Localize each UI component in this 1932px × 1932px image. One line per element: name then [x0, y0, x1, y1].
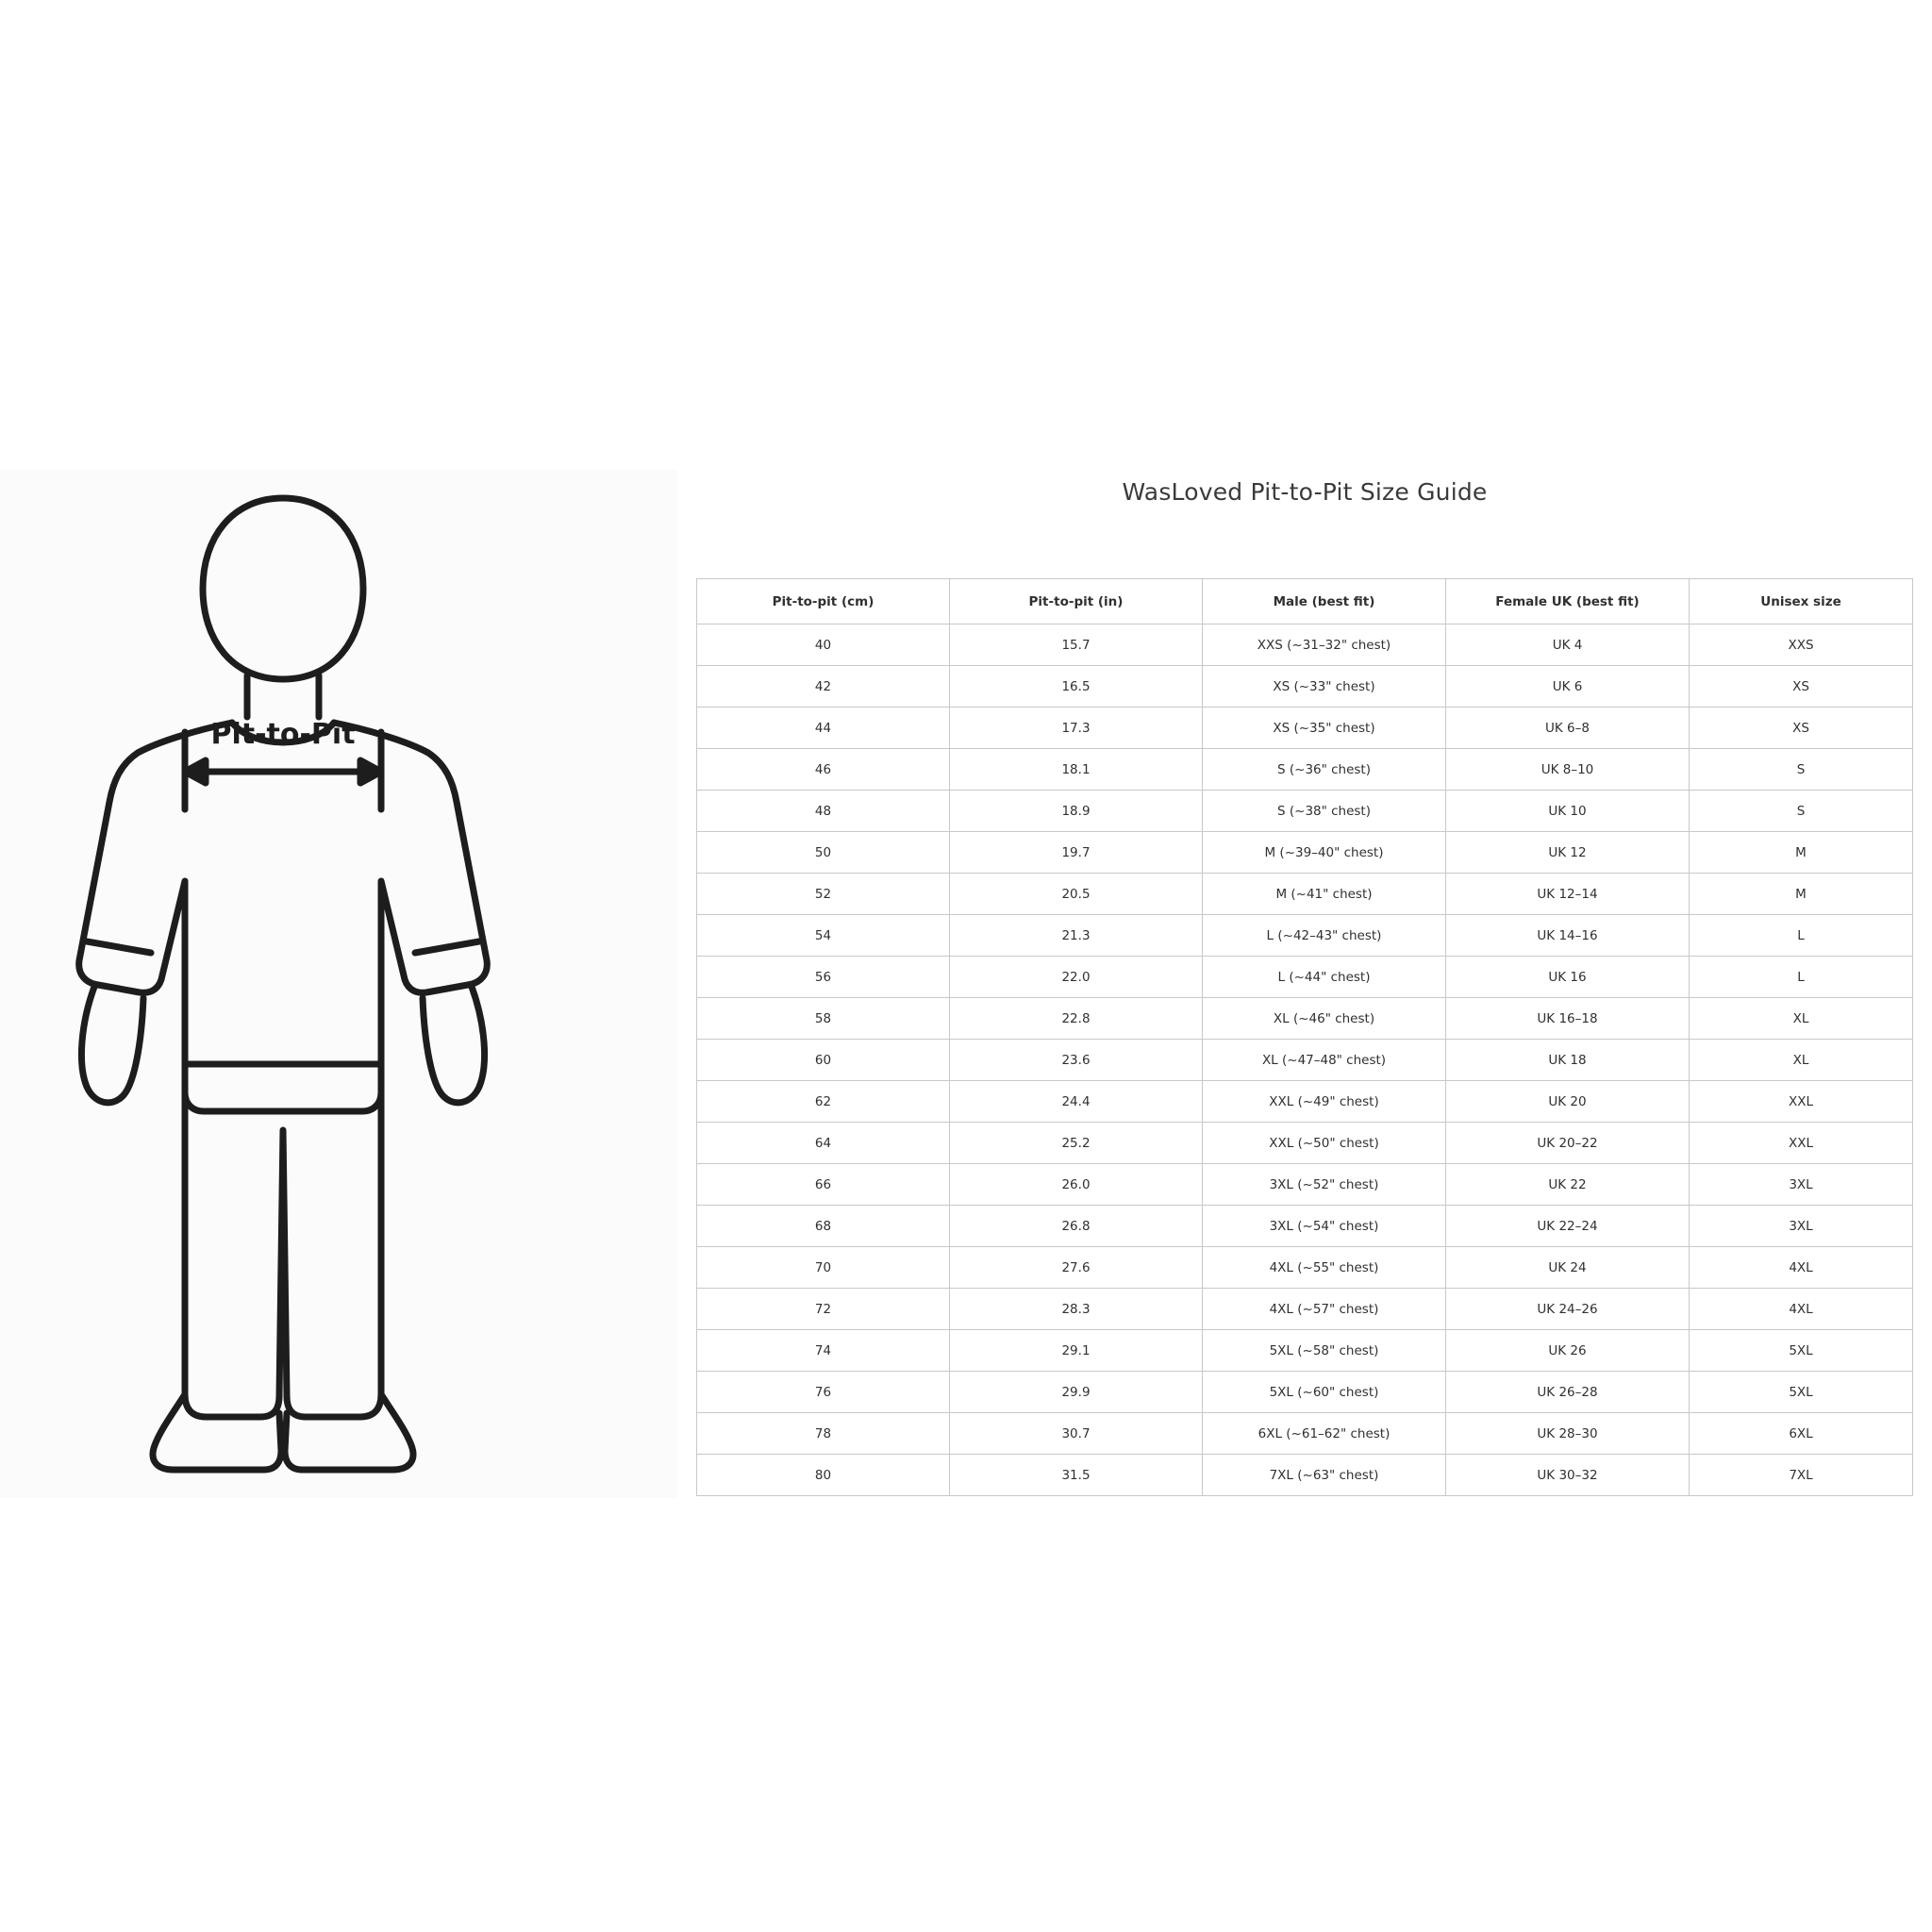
- table-cell-2: 19.7: [950, 832, 1203, 874]
- table-cell-2: 27.6: [950, 1247, 1203, 1289]
- table-row: [697, 708, 1913, 749]
- left-hand: [81, 987, 143, 1103]
- table-cell-2: 15.7: [950, 625, 1203, 666]
- table-cell-4: UK 16: [1446, 957, 1690, 998]
- table-cell-1: 68: [697, 1206, 950, 1247]
- table-cell-3: 4XL (~55" chest): [1203, 1247, 1446, 1289]
- table-cell-4: UK 30–32: [1446, 1455, 1690, 1496]
- table-cell-3: XL (~47–48" chest): [1203, 1040, 1446, 1081]
- size-table-container: [696, 578, 1912, 1496]
- table-cell-5: S: [1690, 791, 1913, 832]
- table-cell-2: 26.0: [950, 1164, 1203, 1206]
- table-cell-4: UK 6–8: [1446, 708, 1690, 749]
- table-cell-4: UK 18: [1446, 1040, 1690, 1081]
- size-guide-panel: [677, 443, 1932, 1500]
- table-cell-2: 30.7: [950, 1413, 1203, 1455]
- table-cell-1: 52: [697, 874, 950, 915]
- table-cell-4: UK 26: [1446, 1330, 1690, 1372]
- left-cuff: [87, 941, 151, 953]
- col-header-female-uk: Female UK (best fit): [1446, 579, 1690, 625]
- table-cell-1: 74: [697, 1330, 950, 1372]
- table-cell-5: M: [1690, 874, 1913, 915]
- table-cell-5: 4XL: [1690, 1247, 1913, 1289]
- table-row: [697, 1247, 1913, 1289]
- table-cell-1: 62: [697, 1081, 950, 1123]
- table-cell-5: XXL: [1690, 1081, 1913, 1123]
- table-body: [697, 625, 1913, 1496]
- table-cell-3: 6XL (~61–62" chest): [1203, 1413, 1446, 1455]
- table-cell-5: L: [1690, 957, 1913, 998]
- table-cell-3: S (~36" chest): [1203, 749, 1446, 791]
- table-cell-2: 28.3: [950, 1289, 1203, 1330]
- pit-to-pit-label: Pit-to-Pit: [210, 718, 356, 751]
- left-shoe: [153, 1394, 281, 1470]
- table-row: [697, 832, 1913, 874]
- table-cell-1: 48: [697, 791, 950, 832]
- table-cell-3: M (~41" chest): [1203, 874, 1446, 915]
- trousers-shape: [185, 1092, 381, 1417]
- table-cell-1: 78: [697, 1413, 950, 1455]
- table-cell-3: XL (~46" chest): [1203, 998, 1446, 1040]
- table-cell-2: 22.8: [950, 998, 1203, 1040]
- table-cell-5: 5XL: [1690, 1372, 1913, 1413]
- table-cell-3: 3XL (~52" chest): [1203, 1164, 1446, 1206]
- table-cell-2: 29.1: [950, 1330, 1203, 1372]
- col-header-in: Pit-to-pit (in): [950, 579, 1203, 625]
- right-cuff: [415, 941, 479, 953]
- table-cell-5: 3XL: [1690, 1206, 1913, 1247]
- table-cell-5: XXL: [1690, 1123, 1913, 1164]
- table-cell-3: 5XL (~60" chest): [1203, 1372, 1446, 1413]
- table-cell-5: M: [1690, 832, 1913, 874]
- table-cell-2: 29.9: [950, 1372, 1203, 1413]
- table-cell-1: 50: [697, 832, 950, 874]
- table-cell-4: UK 6: [1446, 666, 1690, 708]
- size-table: [696, 578, 1913, 1496]
- table-cell-5: 6XL: [1690, 1413, 1913, 1455]
- table-row: [697, 1040, 1913, 1081]
- table-cell-5: XS: [1690, 708, 1913, 749]
- table-cell-3: 5XL (~58" chest): [1203, 1330, 1446, 1372]
- table-row: [697, 625, 1913, 666]
- table-cell-3: 7XL (~63" chest): [1203, 1455, 1446, 1496]
- head-shape: [203, 498, 363, 679]
- table-cell-3: XXL (~50" chest): [1203, 1123, 1446, 1164]
- figure-panel: [0, 470, 677, 1498]
- table-cell-3: XS (~33" chest): [1203, 666, 1446, 708]
- table-header: [697, 579, 1913, 625]
- table-cell-3: L (~42–43" chest): [1203, 915, 1446, 957]
- right-hand: [423, 987, 485, 1103]
- table-row: [697, 749, 1913, 791]
- table-row: [697, 1206, 1913, 1247]
- table-cell-1: 58: [697, 998, 950, 1040]
- page-title: WasLoved Pit-to-Pit Size Guide: [1122, 478, 1488, 506]
- table-cell-3: 3XL (~54" chest): [1203, 1206, 1446, 1247]
- table-row: [697, 1123, 1913, 1164]
- table-cell-4: UK 10: [1446, 791, 1690, 832]
- table-row: [697, 666, 1913, 708]
- table-row: [697, 1413, 1913, 1455]
- table-cell-2: 31.5: [950, 1455, 1203, 1496]
- table-cell-1: 40: [697, 625, 950, 666]
- table-cell-4: UK 8–10: [1446, 749, 1690, 791]
- table-row: [697, 1372, 1913, 1413]
- table-cell-2: 23.6: [950, 1040, 1203, 1081]
- table-row: [697, 1330, 1913, 1372]
- table-cell-1: 76: [697, 1372, 950, 1413]
- table-cell-4: UK 24–26: [1446, 1289, 1690, 1330]
- table-cell-2: 17.3: [950, 708, 1203, 749]
- table-cell-4: UK 20–22: [1446, 1123, 1690, 1164]
- table-row: [697, 1164, 1913, 1206]
- table-cell-1: 80: [697, 1455, 950, 1496]
- table-cell-4: UK 14–16: [1446, 915, 1690, 957]
- table-cell-5: 5XL: [1690, 1330, 1913, 1372]
- right-shoe: [285, 1394, 413, 1470]
- table-cell-5: XL: [1690, 998, 1913, 1040]
- table-cell-2: 18.1: [950, 749, 1203, 791]
- table-cell-1: 42: [697, 666, 950, 708]
- table-cell-4: UK 4: [1446, 625, 1690, 666]
- table-cell-3: S (~38" chest): [1203, 791, 1446, 832]
- table-cell-4: UK 20: [1446, 1081, 1690, 1123]
- table-cell-1: 66: [697, 1164, 950, 1206]
- table-cell-2: 20.5: [950, 874, 1203, 915]
- table-cell-5: 4XL: [1690, 1289, 1913, 1330]
- table-cell-2: 18.9: [950, 791, 1203, 832]
- table-cell-5: 3XL: [1690, 1164, 1913, 1206]
- table-cell-2: 16.5: [950, 666, 1203, 708]
- table-cell-1: 72: [697, 1289, 950, 1330]
- table-cell-3: 4XL (~57" chest): [1203, 1289, 1446, 1330]
- table-cell-3: XS (~35" chest): [1203, 708, 1446, 749]
- table-cell-5: S: [1690, 749, 1913, 791]
- table-cell-2: 26.8: [950, 1206, 1203, 1247]
- table-cell-4: UK 12–14: [1446, 874, 1690, 915]
- table-cell-4: UK 12: [1446, 832, 1690, 874]
- table-cell-1: 54: [697, 915, 950, 957]
- table-cell-1: 44: [697, 708, 950, 749]
- table-cell-4: UK 22: [1446, 1164, 1690, 1206]
- table-cell-5: 7XL: [1690, 1455, 1913, 1496]
- table-header-row: [697, 579, 1913, 625]
- table-row: [697, 915, 1913, 957]
- table-cell-4: UK 28–30: [1446, 1413, 1690, 1455]
- table-cell-5: XS: [1690, 666, 1913, 708]
- table-row: [697, 998, 1913, 1040]
- pit-to-pit-illustration: [0, 470, 677, 1498]
- table-cell-5: XL: [1690, 1040, 1913, 1081]
- table-cell-4: UK 22–24: [1446, 1206, 1690, 1247]
- table-row: [697, 957, 1913, 998]
- table-cell-4: UK 24: [1446, 1247, 1690, 1289]
- table-cell-2: 24.4: [950, 1081, 1203, 1123]
- table-cell-5: XXS: [1690, 625, 1913, 666]
- col-header-cm: Pit-to-pit (cm): [697, 579, 950, 625]
- table-row: [697, 874, 1913, 915]
- table-cell-1: 60: [697, 1040, 950, 1081]
- table-cell-5: L: [1690, 915, 1913, 957]
- table-row: [697, 791, 1913, 832]
- table-cell-4: UK 26–28: [1446, 1372, 1690, 1413]
- table-row: [697, 1289, 1913, 1330]
- table-row: [697, 1081, 1913, 1123]
- table-cell-2: 22.0: [950, 957, 1203, 998]
- table-row: [697, 1455, 1913, 1496]
- table-cell-3: L (~44" chest): [1203, 957, 1446, 998]
- table-cell-4: UK 16–18: [1446, 998, 1690, 1040]
- table-cell-3: M (~39–40" chest): [1203, 832, 1446, 874]
- col-header-male: Male (best fit): [1203, 579, 1446, 625]
- table-cell-3: XXS (~31–32" chest): [1203, 625, 1446, 666]
- table-cell-1: 56: [697, 957, 950, 998]
- table-cell-1: 46: [697, 749, 950, 791]
- col-header-unisex: Unisex size: [1690, 579, 1913, 625]
- table-cell-1: 70: [697, 1247, 950, 1289]
- table-cell-1: 64: [697, 1123, 950, 1164]
- table-cell-2: 25.2: [950, 1123, 1203, 1164]
- table-cell-3: XXL (~49" chest): [1203, 1081, 1446, 1123]
- table-cell-2: 21.3: [950, 915, 1203, 957]
